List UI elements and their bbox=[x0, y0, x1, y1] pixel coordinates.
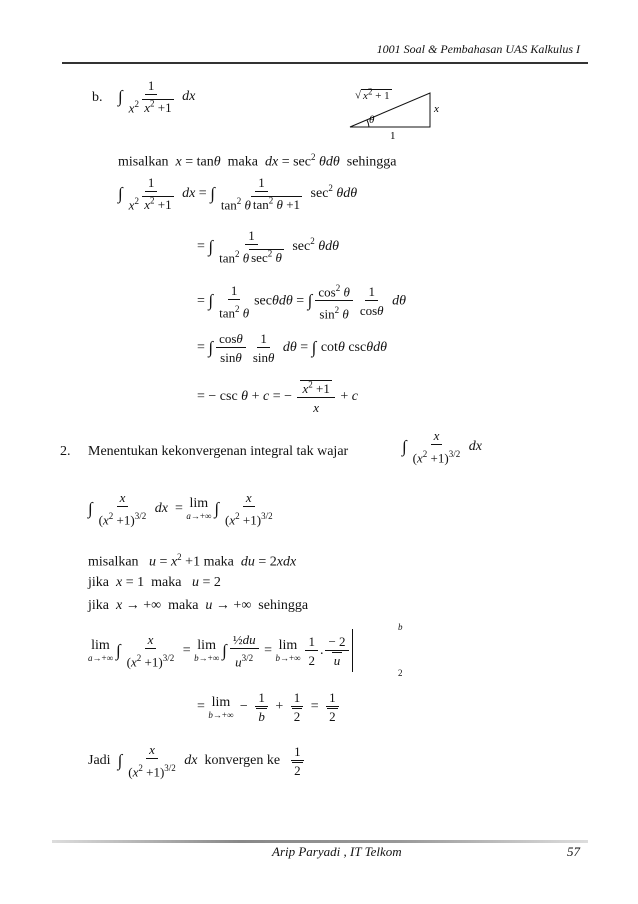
part-b-step-3: = ∫ $\frac{1}{\tan^2 \theta}$ secθdθ = ∫ $\frac{\cos^2 \theta}{\sin^2 \theta}$ $\frac{1}{\cos\theta}$ dθ bbox=[197, 282, 406, 322]
triangle-angle: θ bbox=[369, 114, 375, 126]
footer-author: Arip Paryadi , IT Telkom bbox=[272, 844, 402, 859]
part-b-integral: ∫ $\frac{1}{x^2 x^2 +1}$ dx bbox=[118, 78, 196, 116]
eval-lower-limit: 2 bbox=[398, 668, 403, 678]
problem-2-sub-3: jika x → +∞ maka u → +∞ sehingga bbox=[88, 598, 309, 613]
problem-2-conclusion: Jadi ∫ $\frac{x}{(x^2 +1)^{3/2}}$ dx konvergen ke $\frac{1}{2}$ bbox=[88, 742, 308, 779]
part-b-label: b. bbox=[92, 90, 103, 105]
part-b-substitution: misalkan x = tanθ maka dx = $\sec^2 \theta d\theta$ sehingga bbox=[118, 152, 397, 170]
triangle-opposite: x bbox=[434, 103, 439, 115]
problem-2-line-3: = lim b→+∞ − $\frac{1}{b}$ + $\frac{1}{2}$ = $\frac{1}{2}$ bbox=[197, 690, 343, 724]
part-b-step-1: ∫ $\frac{1}{x^2 x^2 +1}$ dx = ∫ $\frac{1}{\tan^2 \theta \tan^2 \theta +1}$ $\sec^2 \theta d\theta$ bbox=[118, 175, 358, 213]
footer-bar bbox=[52, 840, 588, 843]
part-b-step-2: = ∫ $\frac{1}{\tan^2 \theta \sec^2 \theta}$ $\sec^2 \theta d\theta$ bbox=[197, 228, 340, 266]
problem-2-sub-1: misalkan $u = x^2 +1$ maka du = 2xdx bbox=[88, 552, 297, 570]
page-number: 57 bbox=[567, 844, 580, 859]
triangle-hypotenuse: √ $x^2 + 1$ bbox=[355, 86, 390, 102]
problem-2-sub-2: jika x = 1 maka u = 2 bbox=[88, 575, 221, 590]
eval-upper-limit: b bbox=[398, 622, 403, 632]
book-title-header: 1001 Soal & Pembahasan UAS Kalkulus I bbox=[376, 42, 580, 56]
problem-2-integral: ∫ $\frac{x}{(x^2 +1)^{3/2}}$ dx bbox=[402, 428, 482, 466]
part-b-step-4: = ∫ $\frac{\cos\theta}{\sin\theta}$ $\frac{1}{\sin\theta}$ dθ = ∫ cotθ cscθdθ bbox=[197, 331, 387, 365]
part-b-step-5: = − csc θ + c = − $\frac{x^2 +1}{x}$ + c bbox=[197, 380, 358, 416]
problem-2-statement: Menentukan kekonvergenan integral tak wajar bbox=[88, 444, 349, 459]
header-rule bbox=[62, 62, 588, 64]
problem-2-line-1: ∫ $\frac{x}{(x^2 +1)^{3/2}}$ dx = lim a→+∞ ∫ $\frac{x}{(x^2 +1)^{3/2}}$ bbox=[88, 490, 273, 528]
problem-2-line-2: lim a→+∞ ∫ $\frac{x}{(x^2 +1)^{3/2}}$ = lim b→+∞ ∫ $\frac{\text{½du}}{u^{3/2}}$ = lim b→+∞ $\frac{1}{2}$ . $\frac{- 2}{u}$ bbox=[88, 632, 353, 669]
triangle-adjacent: 1 bbox=[390, 130, 396, 142]
problem-2-number: 2. bbox=[60, 444, 71, 459]
